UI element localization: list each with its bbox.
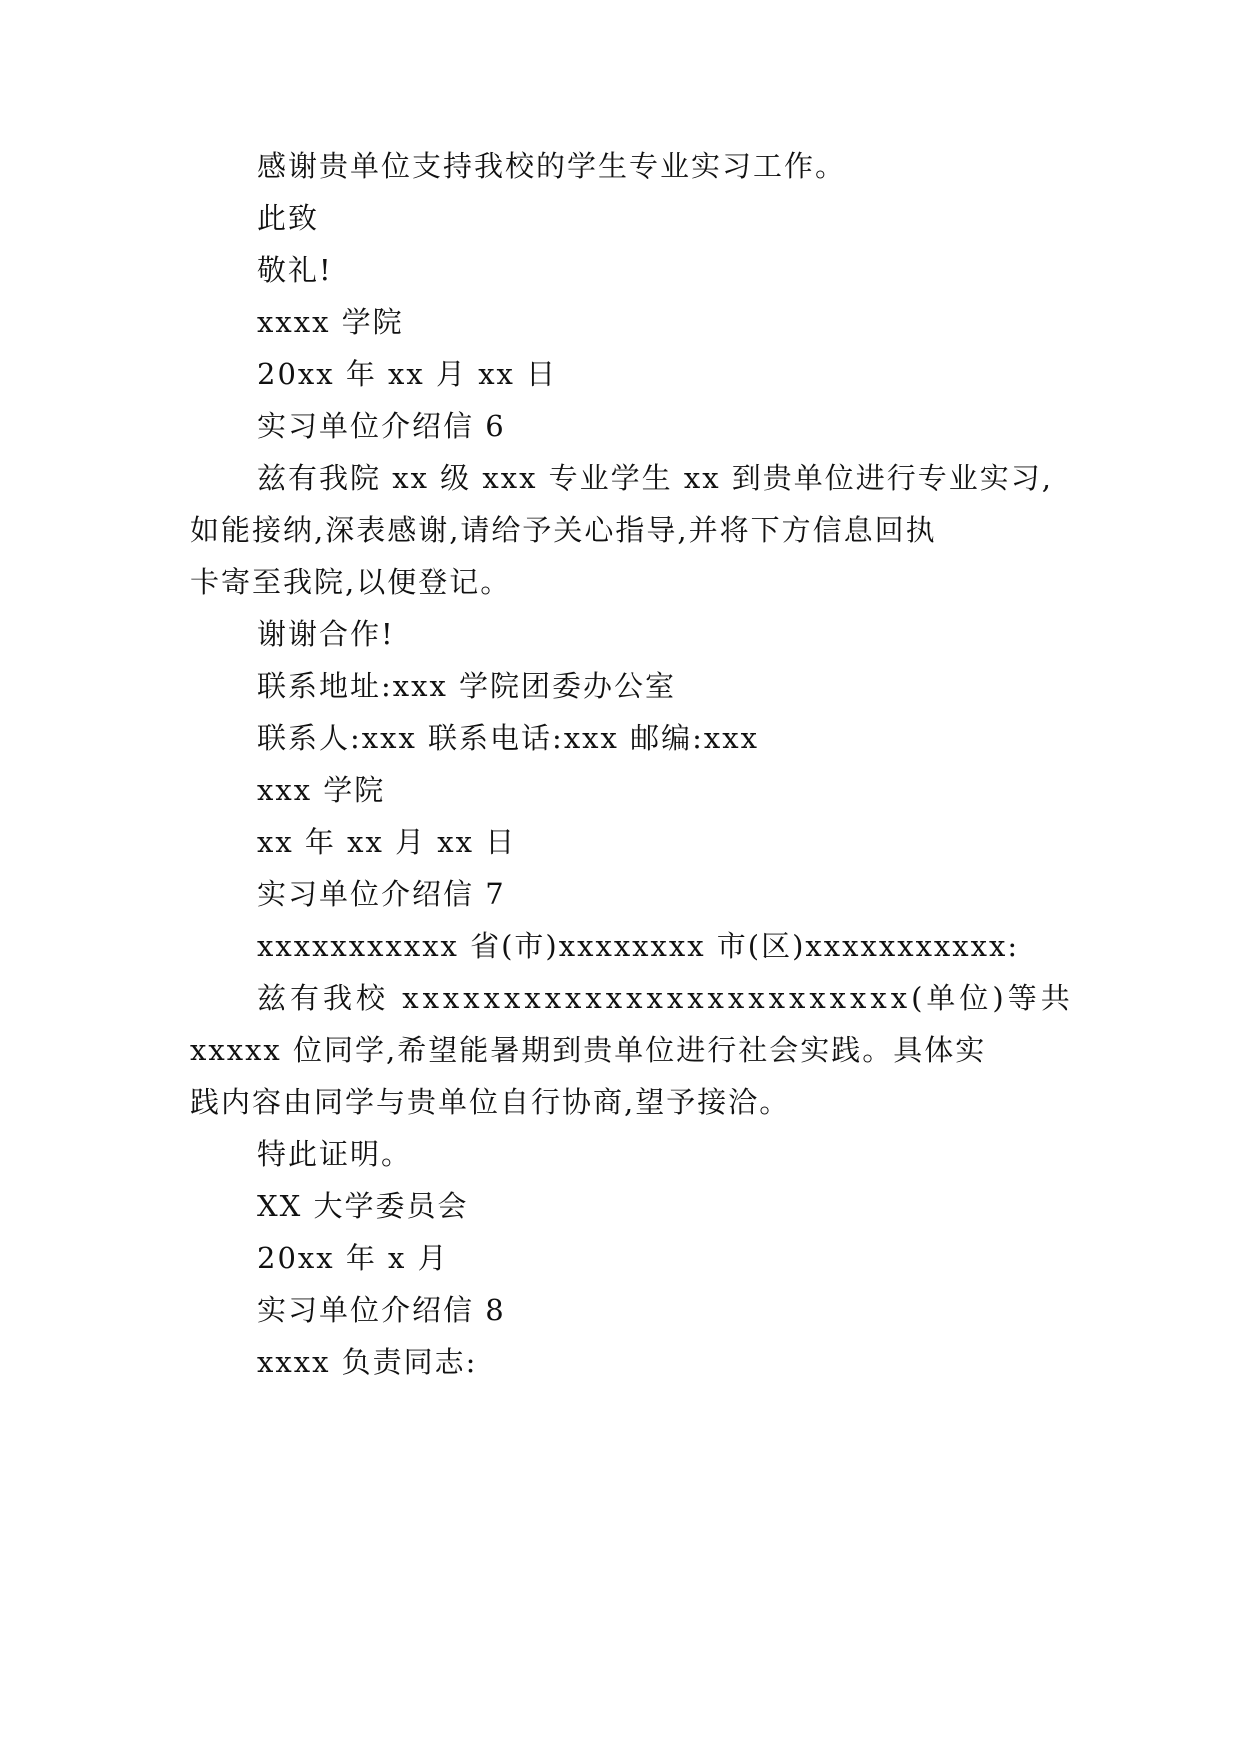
body-paragraph-line: xxxxx 位同学,希望能暑期到贵单位进行社会实践。具体实	[190, 1033, 987, 1067]
signature-college: xxxx 学院	[257, 305, 404, 339]
letter-heading-8: 实习单位介绍信 8	[257, 1293, 506, 1327]
certification-line: 特此证明。	[257, 1137, 413, 1171]
signature-date: xx 年 xx 月 xx 日	[257, 825, 517, 859]
salutation-cizhi: 此致	[257, 201, 320, 235]
address-line: xxxxxxxxxxx 省(市)xxxxxxxx 市(区)xxxxxxxxxxx:	[257, 929, 1020, 963]
thanks-line: 感谢贵单位支持我校的学生专业实习工作。	[257, 149, 847, 183]
body-paragraph-line: 如能接纳,深表感谢,请给予关心指导,并将下方信息回执	[190, 513, 937, 547]
body-paragraph-line: 卡寄至我院,以便登记。	[190, 565, 512, 599]
signature-date: 20xx 年 x 月	[257, 1241, 449, 1275]
signature-college: xxx 学院	[257, 773, 386, 807]
letter-heading-7: 实习单位介绍信 7	[257, 877, 506, 911]
body-paragraph-line: 践内容由同学与贵单位自行协商,望予接洽。	[190, 1085, 791, 1119]
signature-committee: XX 大学委员会	[257, 1189, 469, 1223]
body-paragraph-line: 兹有我校 xxxxxxxxxxxxxxxxxxxxxxxxx(单位)等共	[257, 981, 1074, 1015]
recipient-line: xxxx 负责同志:	[257, 1345, 478, 1379]
thanks-cooperation: 谢谢合作!	[257, 617, 395, 651]
contact-info: 联系人:xxx 联系电话:xxx 邮编:xxx	[257, 721, 759, 755]
signature-date: 20xx 年 xx 月 xx 日	[257, 357, 558, 391]
letter-heading-6: 实习单位介绍信 6	[257, 409, 506, 443]
body-paragraph-line: 兹有我院 xx 级 xxx 专业学生 xx 到贵单位进行专业实习,	[257, 461, 1054, 495]
contact-address: 联系地址:xxx 学院团委办公室	[257, 669, 677, 703]
salutation-jingli: 敬礼!	[257, 253, 333, 287]
